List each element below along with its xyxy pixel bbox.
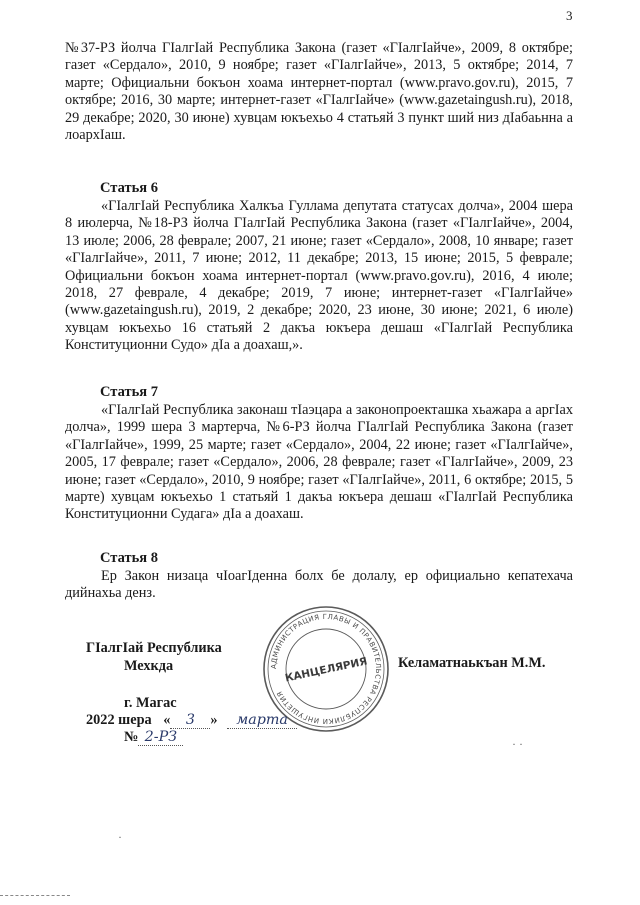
date-month: марта [227,712,297,729]
stray-mark: · · [512,737,523,751]
signature-title-line2: Мехкда [124,658,174,674]
article-6-text: «ГӀалгӀай Республика Халкъа Гуллама депутата статусах долча», 2004 шера 8 июлерча, №18-РЗ йолча ГӀалгӀай Республика Закона (газет «ГӀалгӀайче», 2004, 13 июле; 2006, 28 феврале; 2007, 21 июне; газет «Сердало», 2008, 10 январе; газет «ГӀалгӀайче», 2011, 7 июне; 2012, 11 декабре; 2013, 15 июне; 2015, 5 феврале; Официальни бокъон хоама интернет-портал (www.pravo.gov.ru), 2016, 4 июле; 2018, 27 феврале, 4 декабре; 2019, 7 июне; интернет-газет «ГӀалгӀайче» (www.gazetaingush.ru), 2019, 2 декабре; 2020, 23 июне, 30 июне; 2021, 6 июле) хувцам юкъехьо 16 статьяй 2 дакъа юкъера дешаш «ГӀалгӀай Республика Конституционни Судо» дӀа а доахаш,». [65,198,573,354]
date-open-quote: « [163,712,171,728]
signature-title-line1: ГӀалгӀай Республика [86,640,222,656]
law-number-value: 2-РЗ [138,729,183,746]
intro-paragraph: №37-РЗ йолча ГӀалгӀай Республика Закона (газет «ГӀалгӀайче», 2009, 8 октябре; газет «Сердало», 2010, 9 ноябре; газет «ГӀалгӀайче», 2013, 5 октябре; 2014, 7 марте; Официальни бокъон хоама интернет-портал (www.pravo.gov.ru), 2015, 7 октябре; 2016, 30 марте; интернет-газет «ГӀалгӀайче» (www.gazetaingush.ru), 2018, 29 декабре; 2020, 30 июне) хувцам юкъехьо 4 статьяй 3 пункт ший низ дӀабаьнна а лоархӀаш. [65,40,573,144]
date-day: 3 [170,712,210,729]
article-6-heading: Статья 6 [100,180,158,196]
article-7-text: «ГӀалгӀай Республика законаш тӀаэцара а законопроекташка хьажара а аргӀах долча», 1999 шера 3 мартерча, №6-РЗ йолча ГӀалгӀай Республика Закона (газет «ГӀалгӀайче», 1999, 25 марте; газет «Сердало», 2004, 22 июне; газет «ГӀалгӀайче», 2005, 17 феврале; газет «Сердало», 2006, 28 феврале; газет «ГӀалгӀайче», 2009, 23 июне; газет «Сердало», 2010, 9 ноябре; газет «ГӀалгӀайче», 2011, 6 октябре; 2015, 5 марте) хувцам юкъехьо 1 статьяй 1 дакъа юкъера дешаш «ГӀалгӀай Республика Конституционни Судага» дӀа а доахаш. [65,402,573,523]
article-8-heading: Статья 8 [100,550,158,566]
law-number [124,729,183,746]
signing-place: г. Магас [124,695,177,711]
bottom-rule [0,895,70,896]
signing-date [86,712,297,729]
date-close-quote: » [210,712,218,728]
stamp-ring-text: АДМИНИСТРАЦИЯ ГЛАВЫ И ПРАВИТЕЛЬСТВА РЕСПУБЛИКИ ИНГУШЕТИЯ [269,612,383,726]
article-8-text: Ер Закон низаца чӀоагӀденна болх бе долалу, ер официально кепатехача дийнахьа денз. [65,568,573,602]
page-number: 3 [566,8,573,23]
date-prefix: 2022 шера [86,712,152,728]
signatory-name: Келаматнаькъан М.М. [398,655,546,671]
law-number-prefix: № [124,729,139,745]
stray-mark: · [118,830,122,844]
stamp-center-text: КАНЦЕЛЯРИЯ [283,655,369,685]
article-7-heading: Статья 7 [100,384,158,400]
